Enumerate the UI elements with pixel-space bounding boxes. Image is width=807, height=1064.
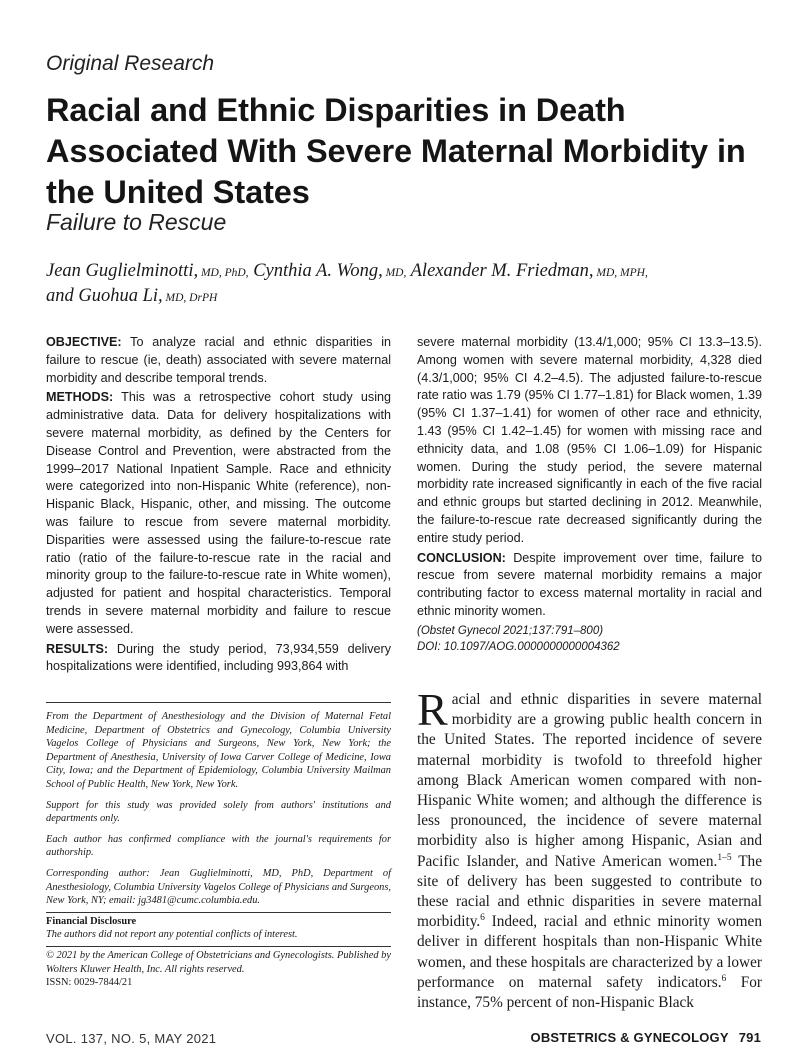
objective-text: To analyze racial and ethnic disparities in failure to rescue (ie, death) associated with severe maternal morbidity and describe temporal trends. (46, 335, 391, 385)
author-degrees: MD, (382, 267, 407, 279)
results-label: RESULTS: (46, 641, 109, 656)
body-paragraph: Indeed, racial and ethnic minority women deliver in different hospitals than non-Hispanic White women, and these hospitals are characterized by a lower performance on maternal safety indicators. (417, 913, 762, 991)
conclusion-text: Despite improvement over time, failure to rescue from severe maternal morbidity remains a major contributing factor to excess maternal mortality in racial and ethnic minority women. (417, 550, 762, 618)
author-name: Alexander M. Friedman, (406, 261, 594, 281)
body-paragraph: acial and ethnic disparities in severe maternal morbidity are a growing public health concern in the United States. The reported incidence of severe maternal morbidity is twofold to threefold higher among Black American women compared with non-Hispanic White women; and although the difference is less pronounced, the incidence of severe maternal morbidity also is higher among Hispanic, Asian and Pacific Islander, and Native American women. (417, 691, 762, 870)
reference-citation[interactable]: 6 (721, 973, 727, 984)
abstract-conclusion (417, 550, 762, 621)
article-subtitle: Failure to Rescue (46, 209, 227, 235)
reference-citation[interactable]: 6 (480, 913, 485, 924)
abstract-left-column (46, 334, 391, 678)
methods-text: This was a retrospective cohort study using administrative data. Data for delivery hospitalizations with severe maternal morbidity, as defined by the Centers for Disease Control and Prevention, were abstracted from the 1999–2017 National Inpatient Sample. Race and ethnicity were categorized into non-Hispanic White (reference), non-Hispanic Black, Hispanic, other, and missing. The outcome was failure to rescue from severe maternal morbidity. Disparities were assessed using the failure-to-rescue rate ratio (ratio of the failure-to-rescue rate in the racial and minority group to the failure-to-rescue rate in White women), adjusted for patient and hospital characteristics. Temporal trends in severe maternal morbidity and failure to rescue were assessed. (46, 390, 391, 636)
copyright-note: © 2021 by the American College of Obstetricians and Gynecologists. Published by Wolters Kluwer Health, Inc. All rights reserved. (46, 949, 391, 975)
footnote-divider (46, 702, 391, 703)
results-text: During the study period, 73,934,559 delivery hospitalizations were identified, including 993,864 with (46, 641, 391, 674)
copyright-divider (46, 946, 391, 947)
conclusion-label: CONCLUSION: (417, 550, 506, 565)
section-label: Original Research (46, 52, 215, 75)
author-degrees: MD, DrPH (162, 292, 218, 304)
affiliation-note: From the Department of Anesthesiology and the Division of Maternal Fetal Medicine, Department of Obstetrics and Gynecology, Columbia University Vagelos College of Physicians and Surgeons, New York, New York; the Department of Anesthesia, University of Iowa Carver College of Medicine, Iowa City, Iowa; and the Department of Epidemiology, Columbia University Mailman School of Public Health, New York, New York. (46, 711, 391, 790)
footnotes (46, 710, 391, 997)
financial-disclosure-text: The authors did not report any potential conflicts of interest. (46, 929, 298, 941)
support-note: Support for this study was provided solely from authors' institutions and departments only. (46, 799, 391, 825)
journal-citation: (Obstet Gynecol 2021;137:791–800) (417, 624, 604, 637)
page-number: 791 (738, 1030, 761, 1045)
abstract-results (46, 641, 391, 677)
author-name: Jean Guglielminotti, (46, 261, 199, 281)
corresponding-author-note: Corresponding author: Jean Guglielminotti, MD, PhD, Department of Anesthesiology, Columbia University Vagelos College of Physicians and Surgeons, New York, NY; email: jg3481@cumc.columbia.edu. (46, 867, 391, 907)
body-paragraph: For instance, 75% percent of non-Hispanic Black (417, 973, 762, 1012)
body-text (417, 684, 762, 1013)
author-name: and Guohua Li, (46, 286, 163, 306)
volume-info: VOL. 137, NO. 5, MAY 2021 (46, 1031, 217, 1046)
abstract-right-column (417, 334, 762, 655)
author-degrees: MD, PhD, (198, 267, 249, 279)
objective-label: OBJECTIVE: (46, 335, 122, 349)
author-degrees: MD, MPH, (593, 267, 648, 279)
reference-citation[interactable]: 1–5 (717, 852, 732, 863)
methods-label: METHODS: (46, 390, 114, 405)
financial-divider (46, 912, 391, 913)
abstract-objective (46, 334, 391, 387)
body-paragraph: The site of delivery has been suggested to contribute to these racial and ethnic disparities in severe maternal morbidity. (417, 852, 762, 931)
drop-cap: R (417, 684, 448, 735)
results-continued: severe maternal morbidity (13.4/1,000; 95% CI 13.3–13.5). Among women with severe maternal morbidity, 4,328 died (4.3/1,000; 95% CI 4.2–4.5). The adjusted failure-to-rescue rate ratio was 1.79 (95% CI 1.77–1.81) for Black women, 1.39 (95% CI 1.37–1.41) for women of other race and ethnicity, 1.43 (95% CI 1.42–1.45) for women with missing race and ethnicity data, and 1.08 (95% CI 1.06–1.09) for Hispanic women. During the study period, the severe maternal morbidity rate increased significantly in each of the five racial and ethnic groups but started declining in 2012. Meanwhile, the failure-to-rescue rate decreased significantly during the entire study period. (417, 335, 762, 545)
compliance-note: Each author has confirmed compliance with the journal's requirements for authorship. (46, 833, 391, 859)
journal-name: OBSTETRICS & GYNECOLOGY (530, 1030, 729, 1045)
author-list (46, 260, 746, 310)
article-title: Racial and Ethnic Disparities in Death Associated With Severe Maternal Morbidity in the United States (46, 92, 746, 210)
doi-link[interactable]: DOI: 10.1097/AOG.0000000000004362 (417, 640, 620, 653)
issn: ISSN: 0029-7844/21 (46, 977, 133, 989)
author-name: Cynthia A. Wong, (248, 261, 383, 281)
journal-footer (531, 1030, 761, 1045)
financial-disclosure-title: Financial Disclosure (46, 915, 137, 927)
abstract-methods (46, 389, 391, 638)
